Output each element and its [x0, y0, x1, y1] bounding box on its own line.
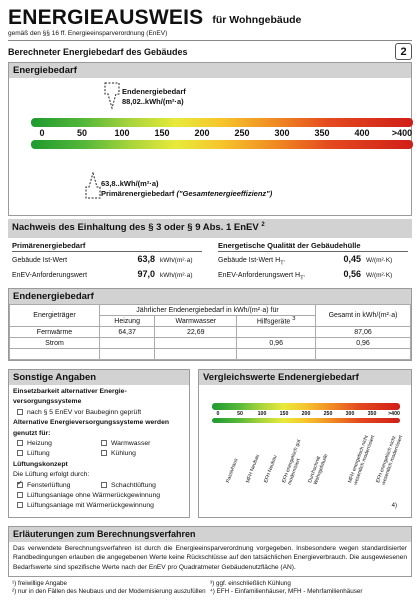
mit-wrg-checkbox[interactable]	[17, 502, 23, 508]
erlaeuterungen-text: Das verwendete Berechnungsverfahren ist durch die Energieeinsparverordnung vorgegeben. Insbesondere wegen standardisierter Randbedingungen erlauben die angegebenen Werte keine Rückschlüsse auf den tatsächlichen Energieverbrauch. Die ausgewiesenen Bedarfswerte sind spezifische Werte nach der EnEV pro Quadratmeter Gebäudenutzfläche (AN).	[13, 545, 407, 571]
scale-tick-label: 50	[76, 128, 88, 138]
vergleich-category-label: MFH Neubau	[245, 453, 261, 484]
value-row: EnEV-Anforderungswert 97,0 kWh/(m²·a)	[12, 269, 193, 279]
primaerenergie-column: Primärenergiebedarf Gebäude Ist-Wert 63,8 kWh/(m²·a) EnEV-Anforderungswert 97,0 kWh/(m²·a)	[12, 241, 202, 284]
energiebedarf-heading: Energiebedarf	[9, 63, 411, 78]
energy-gradient-bar	[31, 118, 413, 127]
mini-scale-tick-label: 50	[237, 411, 243, 417]
kuehlung-checkbox[interactable]	[101, 450, 107, 456]
value-row: Gebäude Ist-Wert $H_{T'}$ 0,45 W/(m²·K)	[218, 254, 393, 267]
mini-scale-tick-label: 100	[257, 411, 267, 417]
endenergiebedarf-table: Energieträger Jährlicher Endenergiebedarf in kWh/(m²·a) für Gesamt in kWh/(m²·a) Heizung Warmwasser Hilfsgeräte $^3$ Fernwärme 64,37 22,69 87,06 Strom 0,96 0,96	[9, 304, 411, 360]
vergleich-category-label: Passivhaus	[225, 457, 240, 484]
vergleich-category-label: EFH energetisch nicht wesentlich modernisiert	[375, 434, 404, 486]
scale-tick-label: 200	[194, 128, 210, 138]
mini-scale-tick-label: 0	[216, 411, 220, 417]
document-title: ENERGIEAUSWEIS	[8, 6, 204, 29]
schachtlueftung-checkbox[interactable]	[101, 482, 107, 488]
header	[8, 4, 412, 28]
vergleichswerte-box	[198, 369, 412, 518]
mini-scale-tick-label: 250	[323, 411, 333, 417]
energy-scale	[9, 78, 411, 215]
vergleich-category-label: Durchschnitt Wohngebäude	[307, 453, 329, 486]
vergleich-gradient-bar-lower	[212, 418, 400, 423]
ohne-wrg-checkbox[interactable]	[17, 492, 23, 498]
energiebedarf-box	[8, 62, 412, 216]
alt-check-checkbox[interactable]	[17, 409, 23, 415]
sonstige-heading: Sonstige Angaben	[9, 370, 189, 385]
scale-tick-label: >400	[391, 128, 413, 138]
scale-tick-label: 350	[314, 128, 330, 138]
table-row: Strom 0,96 0,96	[10, 338, 411, 349]
vergleich-footnote: 4)	[391, 503, 397, 509]
sonstige-body: Einsetzbarkeit alternativer Energie-versorgungssysteme nach § 5 EnEV vor Baubeginn geprüft Alternative Energieversorgungssysteme werden genutzt für: Heizung Warmwasser Lüftung Kühlung Lüftungskonzept Die Lüftung erfolgt durch: ✓Fensterlüftung Schachtlüftung Lüftungsanlage ohne Wärmerückgewinnung Lüftungsanlage mit Wärmerückgewinnung	[9, 385, 189, 514]
mini-scale-tick-label: >400	[388, 411, 400, 417]
page-number: 2	[395, 43, 412, 60]
primaerenergie-label: 63,8..kWh/(m²·a) Primärenergiebedarf ("Gesamtenergieeffizienz")	[101, 179, 273, 198]
endenergie-marker-icon	[103, 82, 121, 110]
mini-scale-tick-label: 300	[345, 411, 355, 417]
document-subtitle: für Wohngebäude	[212, 14, 302, 26]
endenergie-label: Endenergiebedarf 88,02..kWh/(m²·a)	[122, 87, 186, 106]
table-row	[10, 349, 411, 360]
vergleich-category-label: EFH energetisch gut modernisiert	[281, 438, 303, 486]
value-row: Gebäude Ist-Wert 63,8 kWh/(m²·a)	[12, 254, 193, 264]
vergleich-heading: Vergleichswerte Endenergiebedarf	[199, 370, 411, 385]
erlaeuterungen-box	[8, 526, 412, 577]
nachweis-columns	[8, 238, 412, 284]
sonstige-angaben-box	[8, 369, 190, 518]
section-title: Berechneter Energiebedarf des Gebäudes	[8, 46, 188, 57]
legal-basis: gemäß den §§ 16 ff. Energieeinsparverordnung (EnEV)	[8, 30, 168, 37]
value-row: EnEV-Anforderungswert $H_{T'}$ 0,56 W/(m²·K)	[218, 269, 393, 282]
warmwasser-checkbox[interactable]	[101, 440, 107, 446]
energy-scale-ticks	[31, 128, 413, 140]
mini-scale-tick-label: 200	[301, 411, 311, 417]
vergleich-gradient-bar	[212, 403, 400, 410]
endenergiebedarf-box	[8, 288, 412, 361]
footnotes: ¹) freiwillige Angabe ²) nur in den Fällen des Neubaus und der Modernisierung auszufüllen ³) ggf. einschließlich Kühlung ⁴) EFH - Einfamilienhäuser, MFH - Mehrfamilienhäuser	[12, 579, 363, 596]
scale-tick-label: 250	[234, 128, 250, 138]
scale-tick-label: 400	[354, 128, 370, 138]
heizung-checkbox[interactable]	[17, 440, 23, 446]
scale-tick-label: 0	[39, 128, 45, 138]
erlaeuterungen-heading: Erläuterungen zum Berechnungsverfahren	[9, 527, 411, 542]
table-row: Fernwärme 64,37 22,69 87,06	[10, 327, 411, 338]
fensterlueftung-checkbox[interactable]	[17, 482, 23, 488]
vergleich-category-label: MFH energetisch nicht wesentlich modernisiert	[347, 434, 376, 486]
nachweis-heading: Nachweis des Einhaltung des § 3 oder § 9 Abs. 1 EnEV $^2$	[8, 219, 412, 238]
endenergiebedarf-heading: Endenergiebedarf	[9, 289, 411, 304]
gebaeudehuelle-column: Energetische Qualität der Gebäudehülle Gebäude Ist-Wert $H_{T'}$ 0,45 W/(m²·K) EnEV-Anforderungswert $H_{T'}$ 0,56 W/(m²·K)	[218, 241, 408, 284]
scale-tick-label: 300	[274, 128, 290, 138]
energy-gradient-bar-lower	[31, 140, 413, 149]
primaerenergie-marker-icon	[84, 172, 102, 200]
mini-scale-tick-label: 350	[367, 411, 377, 417]
scale-tick-label: 100	[114, 128, 130, 138]
vergleich-scale-ticks	[212, 411, 400, 418]
lueftung-checkbox[interactable]	[17, 450, 23, 456]
mini-scale-tick-label: 150	[279, 411, 289, 417]
vergleich-category-label: EFH Neubau	[263, 454, 279, 484]
scale-tick-label: 150	[154, 128, 170, 138]
section-header	[8, 41, 412, 62]
lower-panels	[8, 369, 412, 518]
